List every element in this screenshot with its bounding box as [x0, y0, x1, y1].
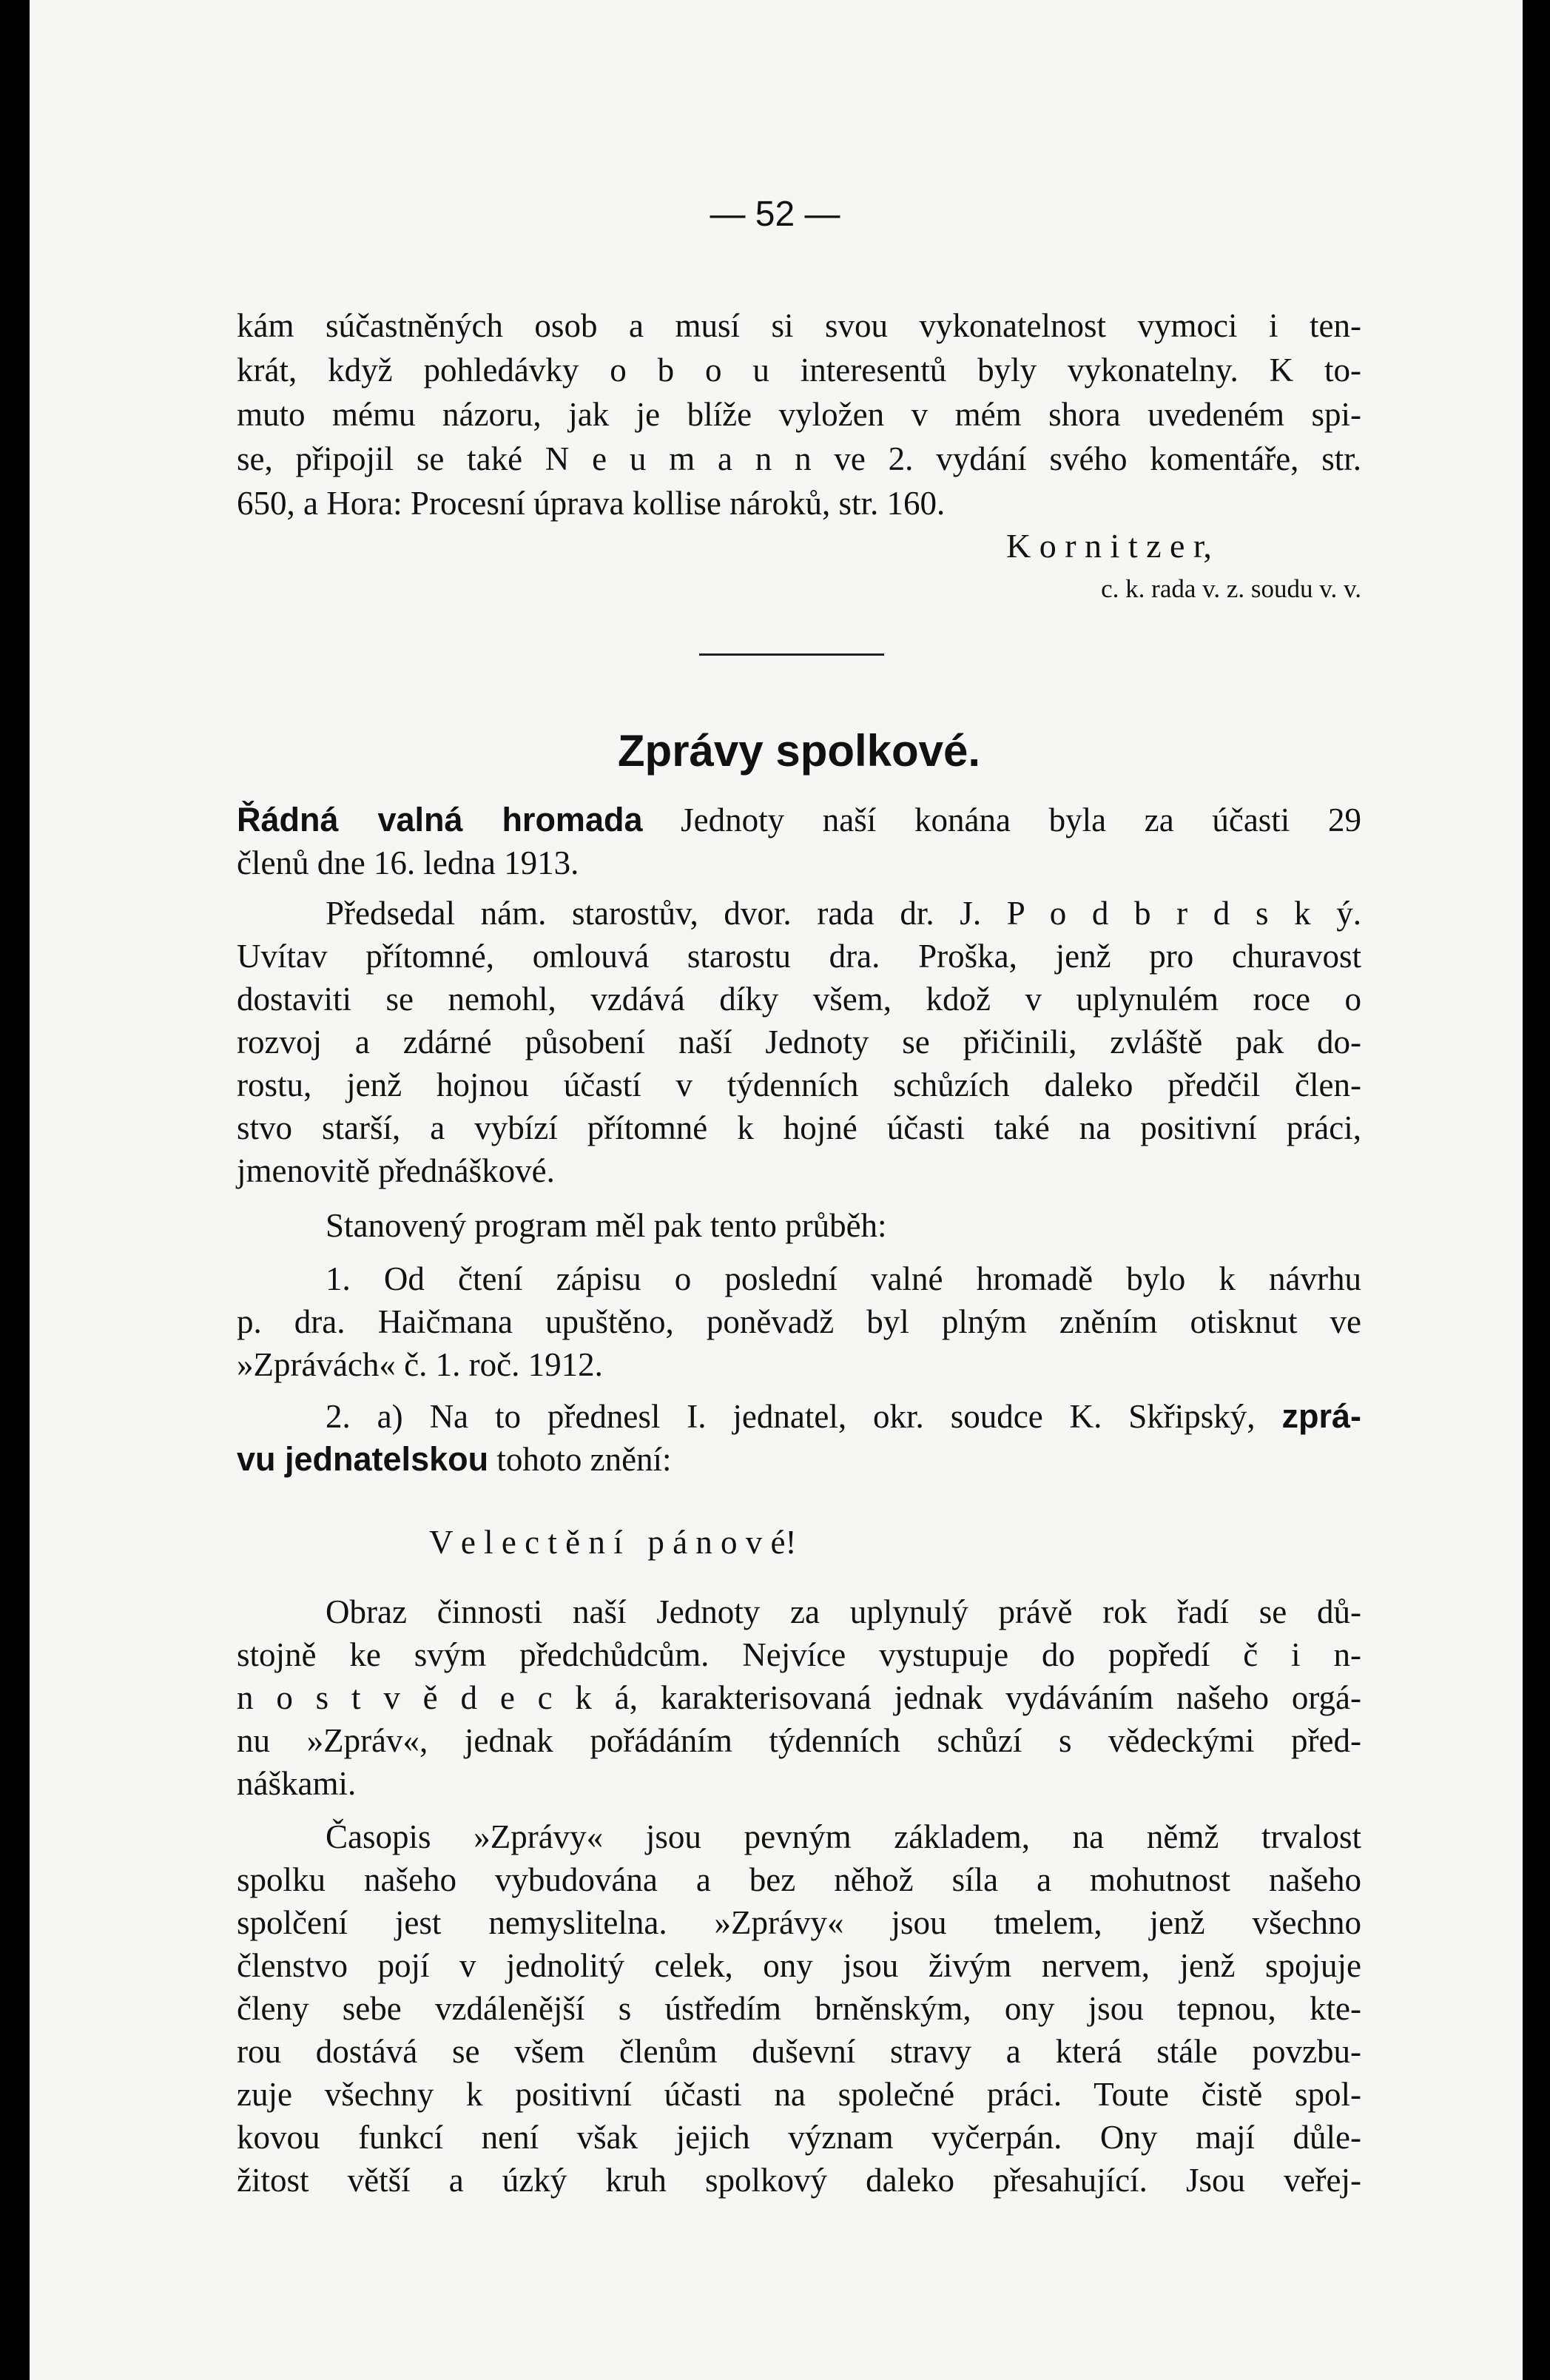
- text-line: se, připojil se také N e u m a n n ve 2. vydání svého komentáře, str.: [237, 440, 1361, 477]
- signature-name: K o r n i t z e r,: [1006, 527, 1212, 565]
- meeting-rest: Jednoty naší konána byla za účasti 29: [642, 801, 1361, 838]
- text-line: dostaviti se nemohl, vzdává díky všem, kdož v uplynulém roce o: [237, 981, 1361, 1018]
- text-line: jmenovitě přednáškové.: [237, 1152, 555, 1189]
- text-line: kám súčastněných osob a musí si svou vykonatelnost vymoci i ten-: [237, 307, 1361, 344]
- text-line: členů dne 16. ledna 1913.: [237, 844, 579, 881]
- text-line: členy sebe vzdálenější s ústředím brněnským, ony jsou tepnou, kte-: [237, 1990, 1361, 2027]
- text-line: rou dostává se všem členům duševní stravy a která stále povzbu-: [237, 2033, 1361, 2070]
- meeting-line: [237, 799, 1361, 841]
- text-line: 650, a Hora: Procesní úprava kollise nároků, str. 160.: [237, 485, 946, 522]
- text-line: muto mému názoru, jak je blíže vyložen v mém shora uvedeném spi-: [237, 396, 1361, 433]
- text-line: spolčení jest nemyslitelna. »Zprávy« jsou tmelem, jenž všechno: [237, 1904, 1361, 1941]
- text-line: stojně ke svým předchůdcům. Nejvíce vystupuje do popředí č i n-: [237, 1636, 1361, 1673]
- item2-bold: zprá-: [1281, 1397, 1361, 1435]
- text-line: stvo starší, a vybízí přítomné k hojné účasti také na positivní práci,: [237, 1109, 1361, 1146]
- text-line: zuje všechny k positivní účasti na společné práci. Toute čistě spol-: [237, 2076, 1361, 2113]
- text-line: p. dra. Haičmana upuštěno, poněvadž byl plným zněním otisknut ve: [237, 1303, 1361, 1340]
- text-line: n o s t v ě d e c k á, karakterisovaná jednak vydáváním našeho orgá-: [237, 1679, 1361, 1716]
- item2-rest: tohoto znění:: [488, 1441, 672, 1478]
- text-line: krát, když pohledávky o b o u interesentů byly vykonatelny. K to-: [237, 352, 1361, 389]
- text-line: rostu, jenž hojnou účastí v týdenních schůzích daleko předčil člen-: [237, 1066, 1361, 1103]
- program-intro: Stanovený program měl pak tento průběh:: [326, 1207, 887, 1244]
- text-line: 1. Od čtení zápisu o poslední valné hromadě bylo k návrhu: [326, 1260, 1361, 1297]
- meeting-bold: Řádná valná hromada: [237, 801, 643, 838]
- salutation: V e l e c t ě n í p á n o v é!: [429, 1524, 797, 1561]
- text-line: Uvítav přítomné, omlouvá starostu dra. Proška, jenž pro churavost: [237, 938, 1361, 975]
- text-line: náškami.: [237, 1765, 357, 1802]
- text-line: Předsedal nám. starostův, dvor. rada dr. J. P o d b r d s k ý.: [326, 895, 1361, 932]
- text-line: členstvo pojí v jednolitý celek, ony jsou živým nervem, jenž spojuje: [237, 1947, 1361, 1984]
- text-line: nu »Zpráv«, jednak pořádáním týdenních schůzí s vědeckými před-: [237, 1722, 1361, 1759]
- text-line: Obraz činnosti naší Jednoty za uplynulý právě rok řadí se dů-: [326, 1593, 1361, 1630]
- text-line: žitost větší a úzký kruh spolkový daleko přesahující. Jsou veřej-: [237, 2162, 1361, 2199]
- item2-text: 2. a) Na to přednesl I. jednatel, okr. soudce K. Skřipský,: [326, 1398, 1282, 1435]
- text-line: »Zprávách« č. 1. roč. 1912.: [237, 1346, 603, 1383]
- text-line: spolku našeho vybudována a bez něhož síla a mohutnost našeho: [237, 1861, 1361, 1898]
- item2-line2: [237, 1439, 1361, 1480]
- text-line: kovou funkcí není však jejich význam vyčerpán. Ony mají důle-: [237, 2119, 1361, 2156]
- section-divider: [699, 653, 884, 656]
- text-line: Časopis »Zprávy« jsou pevným základem, na němž trvalost: [326, 1818, 1361, 1855]
- item2-line: [326, 1396, 1361, 1437]
- page-number: — 52 —: [710, 195, 840, 234]
- signature-title: c. k. rada v. z. soudu v. v.: [1101, 574, 1361, 603]
- section-title: Zprávy spolkové.: [617, 726, 981, 776]
- item2-bold-2: vu jednatelskou: [237, 1440, 489, 1478]
- page-edge-shadow: [1523, 0, 1550, 2380]
- text-line: rozvoj a zdárné působení naší Jednoty se přičinili, zvláště pak do-: [237, 1023, 1361, 1060]
